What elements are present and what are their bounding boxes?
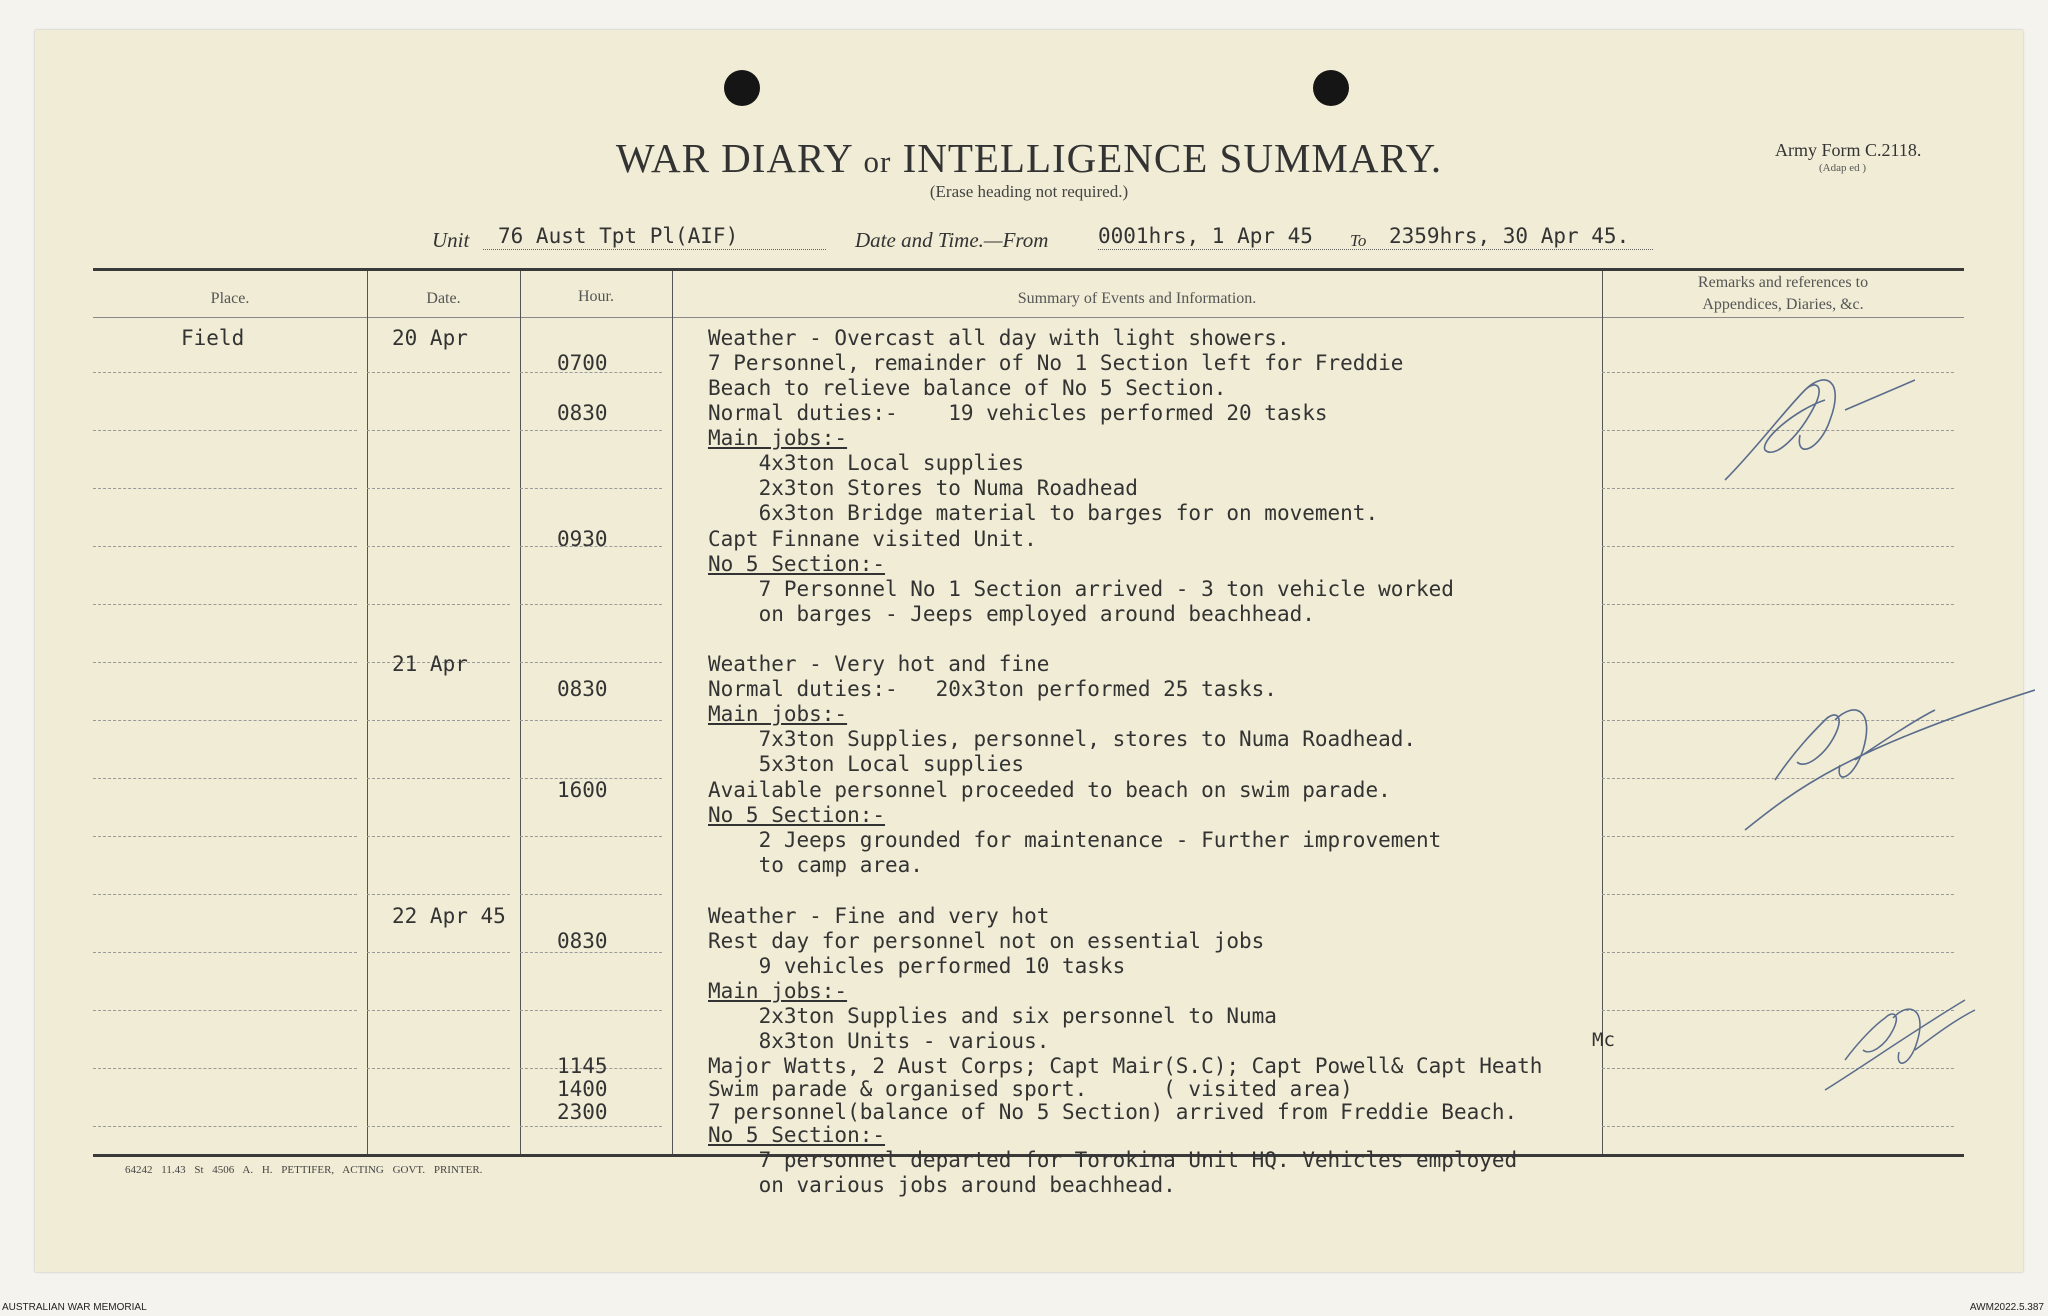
column-header-date: Date. bbox=[426, 290, 461, 307]
to-label: To bbox=[1350, 231, 1367, 250]
column-divider-2 bbox=[520, 271, 521, 1154]
diary-sheet bbox=[35, 30, 2023, 1272]
summary-line: Normal duties:- 19 vehicles performed 20 tasks bbox=[708, 401, 1328, 425]
summary-line: Beach to relieve balance of No 5 Section. bbox=[708, 376, 1227, 400]
title-or: or bbox=[863, 144, 892, 179]
summary-line: Main jobs:- bbox=[708, 979, 848, 1003]
ruled-line bbox=[93, 720, 357, 721]
ruled-line bbox=[93, 1068, 357, 1069]
hour-entry: 0700 bbox=[557, 351, 608, 375]
footer-archive-reference: AWM2022.5.387 bbox=[1969, 1302, 2044, 1313]
hour-entry: 1400 bbox=[557, 1077, 608, 1101]
summary-line: Available personnel proceeded to beach on swim parade. bbox=[708, 778, 1391, 802]
summary-line: 6x3ton Bridge material to barges for on movement. bbox=[708, 501, 1379, 525]
date-entry-3: 22 Apr 45 bbox=[392, 904, 506, 928]
summary-line: Weather - Overcast all day with light showers. bbox=[708, 326, 1290, 350]
ruled-line bbox=[93, 836, 357, 837]
table-top-rule bbox=[93, 268, 1964, 271]
initials-signature bbox=[1735, 670, 2035, 840]
column-header-remarks-1: Remarks and references to bbox=[1697, 274, 1869, 291]
ruled-line bbox=[520, 1010, 662, 1011]
ruled-line bbox=[93, 488, 357, 489]
ruled-line bbox=[1602, 546, 1954, 547]
army-form-number: Army Form C.2118. bbox=[1775, 140, 1922, 160]
ruled-line bbox=[520, 488, 662, 489]
summary-line: 7x3ton Supplies, personnel, stores to Numa Roadhead. bbox=[708, 727, 1417, 751]
summary-line: 7 Personnel, remainder of No 1 Section left for Freddie bbox=[708, 351, 1404, 375]
from-value: 0001hrs, 1 Apr 45 bbox=[1098, 224, 1313, 248]
footer-archive-name: AUSTRALIAN WAR MEMORIAL bbox=[2, 1302, 147, 1313]
ruled-line bbox=[367, 894, 510, 895]
summary-line: 2 Jeeps grounded for maintenance - Further improvement bbox=[708, 828, 1442, 852]
hour-entry: 0830 bbox=[557, 401, 608, 425]
summary-line: Swim parade & organised sport. ( visited area) bbox=[708, 1077, 1353, 1101]
initials-signature bbox=[1705, 350, 1925, 500]
hour-entry: 0830 bbox=[557, 929, 608, 953]
summary-insertion: Mc bbox=[1592, 1029, 1615, 1051]
ruled-line bbox=[520, 662, 662, 663]
ruled-line bbox=[367, 1126, 510, 1127]
summary-line: No 5 Section:- bbox=[708, 1123, 886, 1147]
column-header-summary: Summary of Events and Information. bbox=[1017, 290, 1257, 307]
army-form-adapted: (Adap ed ) bbox=[1819, 162, 1867, 174]
date-entry-1: 20 Apr bbox=[392, 326, 468, 350]
printer-imprint: 64242 11.43 St 4506 A. H. PETTIFER, ACTING GOVT. PRINTER. bbox=[125, 1164, 483, 1176]
to-value: 2359hrs, 30 Apr 45. bbox=[1389, 224, 1630, 248]
ruled-line bbox=[93, 952, 357, 953]
initials-signature bbox=[1815, 980, 2005, 1100]
ruled-line bbox=[93, 604, 357, 605]
summary-line: Capt Finnane visited Unit. bbox=[708, 527, 1037, 551]
ruled-line bbox=[367, 430, 510, 431]
ruled-line bbox=[367, 604, 510, 605]
ruled-line bbox=[520, 1126, 662, 1127]
summary-line: 4x3ton Local supplies bbox=[708, 451, 1025, 475]
ruled-line bbox=[367, 488, 510, 489]
ruled-line bbox=[520, 836, 662, 837]
ruled-line bbox=[367, 546, 510, 547]
ruled-line bbox=[367, 778, 510, 779]
ruled-line bbox=[93, 372, 357, 373]
column-header-hour: Hour. bbox=[578, 288, 614, 305]
ruled-line bbox=[367, 836, 510, 837]
unit-underline bbox=[483, 249, 826, 250]
ruled-line bbox=[367, 372, 510, 373]
ruled-line bbox=[520, 604, 662, 605]
summary-line: Weather - Fine and very hot bbox=[708, 904, 1050, 928]
ruled-line bbox=[520, 430, 662, 431]
ruled-line bbox=[520, 894, 662, 895]
hour-entry: 1145 bbox=[557, 1054, 608, 1078]
summary-line: Rest day for personnel not on essential jobs bbox=[708, 929, 1265, 953]
summary-line: 8x3ton Units - various. bbox=[708, 1029, 1050, 1053]
summary-line: to camp area. bbox=[708, 853, 923, 877]
title-part1: WAR DIARY bbox=[615, 135, 853, 181]
ruled-line bbox=[1602, 894, 1954, 895]
column-divider-3 bbox=[672, 271, 673, 1154]
column-divider-4 bbox=[1602, 271, 1603, 1154]
ruled-line bbox=[93, 894, 357, 895]
page-title bbox=[35, 134, 2023, 182]
ruled-line bbox=[1602, 1126, 1954, 1127]
summary-line: on various jobs around beachhead. bbox=[708, 1173, 1176, 1197]
ruled-line bbox=[367, 1010, 510, 1011]
ruled-line bbox=[367, 720, 510, 721]
hour-entry: 0930 bbox=[557, 527, 608, 551]
summary-line: No 5 Section:- bbox=[708, 803, 886, 827]
column-divider-1 bbox=[367, 271, 368, 1154]
summary-line: 7 personnel departed for Torokina Unit HQ. Vehicles employed bbox=[708, 1148, 1518, 1172]
unit-label: Unit bbox=[432, 228, 470, 252]
ruled-line bbox=[93, 1010, 357, 1011]
punch-hole-left bbox=[724, 70, 760, 106]
date-underline bbox=[1098, 249, 1653, 250]
hour-entry: 2300 bbox=[557, 1100, 608, 1124]
summary-line: 7 personnel(balance of No 5 Section) arrived from Freddie Beach. bbox=[708, 1100, 1518, 1124]
ruled-line bbox=[93, 778, 357, 779]
title-part2: INTELLIGENCE SUMMARY. bbox=[902, 135, 1443, 181]
summary-line: 5x3ton Local supplies bbox=[708, 752, 1025, 776]
ruled-line bbox=[1602, 662, 1954, 663]
ruled-line bbox=[367, 1068, 510, 1069]
ruled-line bbox=[1602, 952, 1954, 953]
summary-line: 9 vehicles performed 10 tasks bbox=[708, 954, 1126, 978]
summary-line: Normal duties:- 20x3ton performed 25 tasks. bbox=[708, 677, 1277, 701]
summary-line: 7 Personnel No 1 Section arrived - 3 ton vehicle worked bbox=[708, 577, 1454, 601]
summary-line: Major Watts, 2 Aust Corps; Capt Mair(S.C); Capt Powell& Capt Heath bbox=[708, 1054, 1543, 1078]
ruled-line bbox=[367, 952, 510, 953]
hour-entry: 1600 bbox=[557, 778, 608, 802]
ruled-line bbox=[93, 430, 357, 431]
summary-line: Main jobs:- bbox=[708, 426, 848, 450]
header-rule bbox=[93, 317, 1964, 318]
column-header-remarks-2: Appendices, Diaries, &c. bbox=[1702, 296, 1864, 313]
date-entry-2: 21 Apr bbox=[392, 652, 468, 676]
ruled-line bbox=[520, 720, 662, 721]
summary-line: No 5 Section:- bbox=[708, 552, 886, 576]
ruled-line bbox=[93, 662, 357, 663]
page-subtitle: (Erase heading not required.) bbox=[929, 182, 1129, 201]
punch-hole-right bbox=[1313, 70, 1349, 106]
ruled-line bbox=[93, 1126, 357, 1127]
date-time-label: Date and Time.—From bbox=[855, 228, 1049, 252]
place-value: Field bbox=[181, 326, 245, 350]
ruled-line bbox=[1602, 604, 1954, 605]
column-header-place: Place. bbox=[210, 290, 250, 307]
summary-line: on barges - Jeeps employed around beachhead. bbox=[708, 602, 1315, 626]
summary-line: 2x3ton Supplies and six personnel to Numa bbox=[708, 1004, 1277, 1028]
summary-line: 2x3ton Stores to Numa Roadhead bbox=[708, 476, 1138, 500]
summary-line: Main jobs:- bbox=[708, 702, 848, 726]
hour-entry: 0830 bbox=[557, 677, 608, 701]
summary-line: Weather - Very hot and fine bbox=[708, 652, 1050, 676]
unit-value: 76 Aust Tpt Pl(AIF) bbox=[498, 224, 739, 248]
ruled-line bbox=[93, 546, 357, 547]
